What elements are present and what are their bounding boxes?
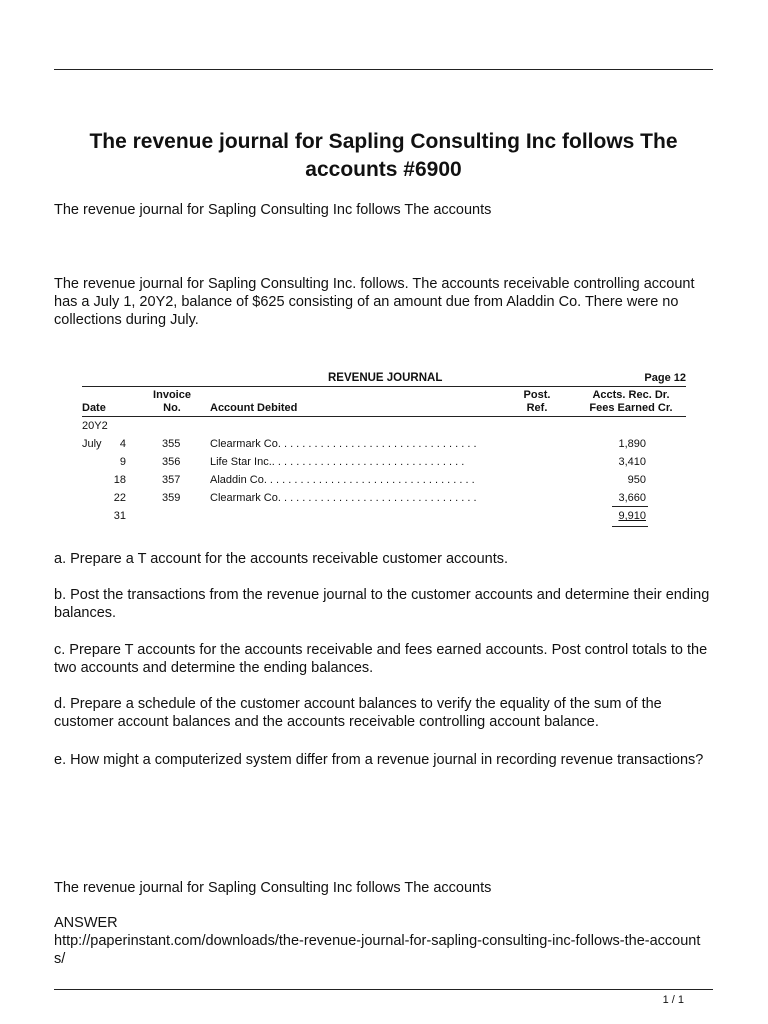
- row-amount: 3,660: [618, 492, 646, 504]
- header-account: Account Debited: [210, 402, 298, 414]
- row-day: 22: [113, 492, 126, 504]
- journal-top-rule: [82, 386, 686, 387]
- header-invoice-1: Invoice: [153, 389, 191, 401]
- header-invoice-2: No.: [163, 402, 181, 414]
- question-b: b. Post the transactions from the revenue journal to the customer accounts and determine their ending balances.: [54, 587, 710, 621]
- question-d: d. Prepare a schedule of the customer account balances to verify the equality of the sum of the customer account balances and the accounts receivable controlling account balance.: [54, 696, 662, 730]
- header-date: Date: [82, 402, 106, 414]
- row-account: Clearmark Co. . . . . . . . . . . . . . . . . . . . . . . . . . . . . . . . .: [210, 492, 477, 504]
- journal-header-rule: [82, 416, 686, 417]
- row-day: 9: [119, 456, 126, 468]
- subtitle: The revenue journal for Sapling Consulting Inc follows The accounts: [54, 202, 492, 218]
- row-amount: 1,890: [618, 438, 646, 450]
- header-amount-2: Fees Earned Cr.: [589, 402, 673, 414]
- page-title: The revenue journal for Sapling Consulting Inc follows The accounts #6900: [89, 130, 678, 181]
- row-amount: 950: [627, 474, 646, 486]
- journal-month: July: [82, 438, 102, 450]
- row-invoice: 355: [162, 438, 181, 450]
- row-day: 4: [119, 438, 126, 450]
- question-e: e. How might a computerized system differ from a revenue journal in recording revenue transactions?: [54, 752, 704, 768]
- journal-year: 20Y2: [82, 420, 108, 432]
- row-account: Aladdin Co. . . . . . . . . . . . . . . . . . . . . . . . . . . . . . . . . . .: [210, 474, 475, 486]
- row-invoice: 356: [162, 456, 181, 468]
- total-rule-double: [612, 526, 648, 527]
- total-rule-top: [612, 506, 648, 507]
- journal-page: Page 12: [644, 372, 686, 384]
- footer-title: The revenue journal for Sapling Consulting Inc follows The accounts: [54, 880, 492, 896]
- total-amount: 9,910: [618, 510, 646, 522]
- question-a: a. Prepare a T account for the accounts receivable customer accounts.: [54, 551, 509, 567]
- journal-title: REVENUE JOURNAL: [328, 372, 443, 384]
- row-invoice: 359: [162, 492, 181, 504]
- header-post-2: Ref.: [526, 402, 548, 414]
- question-c: c. Prepare T accounts for the accounts receivable and fees earned accounts. Post control totals to the two accounts and determine the ending balances.: [54, 642, 708, 676]
- row-amount: 3,410: [618, 456, 646, 468]
- header-post-1: Post.: [523, 389, 551, 401]
- answer-link[interactable]: http://paperinstant.com/downloads/the-revenue-journal-for-sapling-consulting-inc-follows-the-accounts/: [54, 933, 701, 967]
- row-account: Life Star Inc.. . . . . . . . . . . . . . . . . . . . . . . . . . . . . . . .: [210, 456, 465, 468]
- revenue-journal: [82, 368, 686, 530]
- row-day: 18: [113, 474, 126, 486]
- header-amount-1: Accts. Rec. Dr.: [592, 389, 670, 401]
- page-number: 1 / 1: [662, 994, 684, 1006]
- total-day: 31: [113, 510, 126, 522]
- row-invoice: 357: [162, 474, 181, 486]
- answer-label: ANSWER: [54, 915, 118, 931]
- top-rule: [54, 69, 713, 70]
- row-account: Clearmark Co. . . . . . . . . . . . . . . . . . . . . . . . . . . . . . . . .: [210, 438, 477, 450]
- bottom-rule: [54, 989, 713, 990]
- intro-paragraph: The revenue journal for Sapling Consulting Inc. follows. The accounts receivable controlling account has a July 1, 20Y2, balance of $625 consisting of an amount due from Aladdin Co. There were no collections during July.: [54, 276, 695, 328]
